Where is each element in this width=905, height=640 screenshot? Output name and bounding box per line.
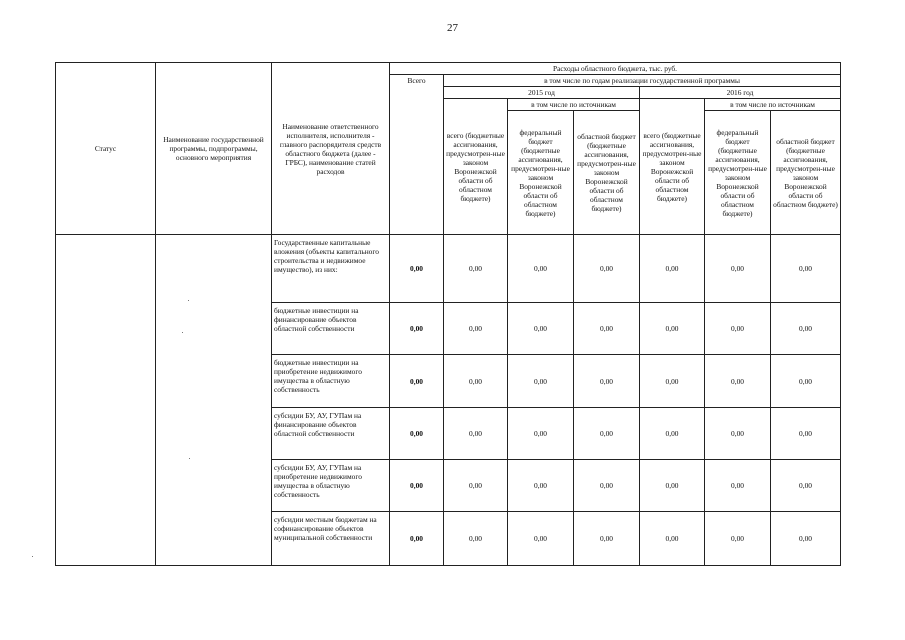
header-col-all-2016: всего (бюджетные ассигнования, предусмотрен-ные законом Воронежской области об областном бюджете) (640, 99, 705, 235)
scan-speck (182, 332, 183, 333)
value-cell: 0,00 (771, 235, 841, 303)
budget-table (55, 62, 841, 566)
value-cell: 0,00 (444, 303, 508, 355)
value-cell: 0,00 (574, 303, 640, 355)
value-cell: 0,00 (508, 355, 574, 408)
value-cell: 0,00 (705, 303, 771, 355)
value-total: 0,00 (390, 235, 444, 303)
program-name-cell (156, 235, 272, 566)
value-cell: 0,00 (508, 512, 574, 566)
row-label: субсидии БУ, АУ, ГУПам на финансирование объектов областной собственности (272, 408, 390, 460)
status-cell (56, 235, 156, 566)
value-cell: 0,00 (771, 408, 841, 460)
value-cell: 0,00 (444, 235, 508, 303)
row-label: субсидии БУ, АУ, ГУПам на приобретение недвижимого имущества в областную собственность (272, 460, 390, 512)
header-budget-title: Расходы областного бюджета, тыс. руб. (390, 63, 841, 75)
header-total: Всего (390, 75, 444, 235)
header-year-2016: 2016 год (640, 87, 841, 99)
value-cell: 0,00 (508, 303, 574, 355)
header-col-regional-2015: областной бюджет (бюджетные ассигнования, предусмотрен-ные законом Воронежской области об областном бюджете) (574, 111, 640, 235)
value-cell: 0,00 (574, 235, 640, 303)
value-total: 0,00 (390, 460, 444, 512)
header-sources-2016: в том числе по источникам (705, 99, 841, 111)
value-cell: 0,00 (508, 408, 574, 460)
header-col-regional-2016: областной бюджет (бюджетные ассигнования, предусмотрен-ные законом Воронежской области об областном бюджете) (771, 111, 841, 235)
header-program-name: Наименование государственной программы, подпрограммы, основного мероприятия (156, 63, 272, 235)
value-cell: 0,00 (771, 512, 841, 566)
row-label: субсидии местным бюджетам на софинансирование объектов муниципальной собственности (272, 512, 390, 566)
value-cell: 0,00 (705, 408, 771, 460)
row-label: бюджетные инвестиции на приобретение недвижимого имущества в областную собственность (272, 355, 390, 408)
value-cell: 0,00 (574, 408, 640, 460)
header-col-federal-2015: федеральный бюджет (бюджетные ассигнования, предусмотрен-ные законом Воронежской области об областном бюджете) (508, 111, 574, 235)
value-cell: 0,00 (705, 512, 771, 566)
value-cell: 0,00 (574, 355, 640, 408)
value-total: 0,00 (390, 408, 444, 460)
scan-speck (189, 458, 190, 459)
value-total: 0,00 (390, 512, 444, 566)
header-year-2015: 2015 год (444, 87, 640, 99)
value-cell: 0,00 (771, 355, 841, 408)
value-total: 0,00 (390, 303, 444, 355)
value-cell: 0,00 (640, 303, 705, 355)
header-status: Статус (56, 63, 156, 235)
value-cell: 0,00 (705, 355, 771, 408)
header-grbs: Наименование ответственного исполнителя, исполнителя - главного распорядителя средств областного бюджета (далее - ГРБС), наименование статей расходов (272, 63, 390, 235)
scan-speck (188, 300, 189, 301)
value-cell: 0,00 (444, 408, 508, 460)
header-sources-2015: в том числе по источникам (508, 99, 640, 111)
header-col-federal-2016: федеральный бюджет (бюджетные ассигнования, предусмотрен-ные законом Воронежской области об областном бюджете) (705, 111, 771, 235)
value-cell: 0,00 (508, 460, 574, 512)
page-number: 27 (447, 22, 458, 34)
value-cell: 0,00 (508, 235, 574, 303)
value-cell: 0,00 (444, 460, 508, 512)
value-cell: 0,00 (574, 460, 640, 512)
value-cell: 0,00 (444, 512, 508, 566)
value-cell: 0,00 (705, 235, 771, 303)
value-cell: 0,00 (640, 235, 705, 303)
value-cell: 0,00 (574, 512, 640, 566)
value-cell: 0,00 (771, 303, 841, 355)
row-label: Государственные капитальные вложения (объекты капитального строительства и недвижимое имущество), из них: (272, 235, 390, 303)
row-label: бюджетные инвестиции на финансирование объектов областной собственности (272, 303, 390, 355)
value-cell: 0,00 (705, 460, 771, 512)
table-row (56, 235, 841, 303)
value-cell: 0,00 (640, 355, 705, 408)
value-cell: 0,00 (771, 460, 841, 512)
scan-speck (32, 556, 33, 557)
header-by-year: в том числе по годам реализации государственной программы (444, 75, 841, 87)
value-cell: 0,00 (640, 460, 705, 512)
value-cell: 0,00 (444, 355, 508, 408)
value-total: 0,00 (390, 355, 444, 408)
value-cell: 0,00 (640, 408, 705, 460)
value-cell: 0,00 (640, 512, 705, 566)
header-col-all-2015: всего (бюджетные ассигнования, предусмотрен-ные законом Воронежской области об областном бюджете) (444, 99, 508, 235)
